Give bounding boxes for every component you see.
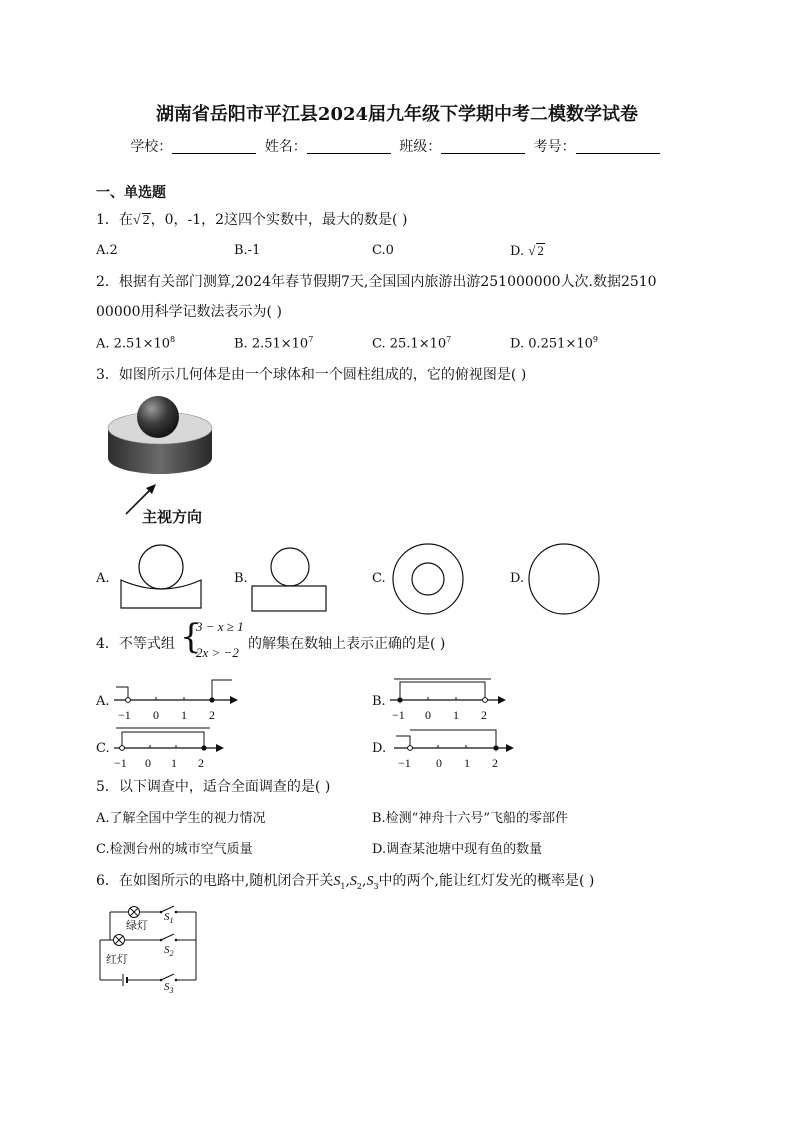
q4-option-c-numberline[interactable] — [112, 726, 232, 752]
q3-option-b-figure[interactable] — [250, 540, 330, 614]
exam-number-label: 考号： — [533, 139, 576, 155]
system-brace: { — [180, 617, 202, 657]
q4-option-a[interactable]: A. — [96, 694, 110, 709]
red-lamp-label: 红灯 — [106, 953, 128, 966]
school-blank[interactable] — [172, 139, 256, 154]
q2-option-b[interactable]: B. $2.51\times 10^7$ — [234, 335, 314, 352]
name-blank[interactable] — [307, 139, 391, 154]
question-4-prefix: 4．不等式组 — [96, 636, 175, 652]
question-5: 5．以下调查中，适合全面调查的是( ) — [96, 779, 331, 795]
q4-option-a-numberline[interactable] — [112, 678, 242, 704]
q2-option-a[interactable]: A. $2.51\times 10^8$ — [96, 335, 176, 352]
q6-circuit-diagram — [96, 900, 206, 996]
section-heading: 一、单选题 — [96, 185, 166, 201]
switch-s3-icon — [161, 974, 174, 980]
green-lamp-label: 绿灯 — [126, 919, 148, 932]
s1-label: $S_1$ — [164, 911, 174, 926]
q1-option-b[interactable]: B.-1 — [234, 243, 261, 258]
sphere — [137, 396, 179, 438]
class-blank[interactable] — [441, 139, 525, 154]
question-2-line1: 2．根据有关部门测算,2024年春节假期7天,全国国内旅游出游251000000人次.数据2510 — [96, 274, 657, 290]
q5-option-c[interactable]: C.检测台州的城市空气质量 — [96, 842, 253, 857]
q2-option-c[interactable]: C. $25.1\times 10^7$ — [372, 335, 452, 352]
s2-label: $S_2$ — [164, 944, 174, 959]
q3-option-d[interactable]: D. — [510, 571, 525, 586]
student-info-line — [0, 136, 794, 156]
switch-s2-icon — [161, 934, 174, 940]
name-label: 姓名： — [264, 139, 307, 155]
class-label: 班级： — [399, 139, 442, 155]
q5-option-a[interactable]: A.了解全国中学生的视力情况 — [96, 811, 266, 826]
school-label: 学校： — [130, 139, 173, 155]
s3-label: $S_3$ — [164, 981, 174, 996]
q1-option-d[interactable]: D. √ 2 — [510, 243, 544, 259]
question-2-line2: 00000用科学记数法表示为( ) — [96, 304, 282, 320]
q3-option-a[interactable]: A. — [96, 571, 110, 586]
q3-option-b[interactable]: B. — [234, 571, 248, 586]
q4-option-c[interactable]: C. — [96, 741, 110, 756]
q1-option-c[interactable]: C.0 — [372, 243, 394, 258]
question-6: 6．在如图所示的电路中,随机闭合开关$S_1,S_2,S_3$中的两个,能让红灯发光的概率是( ) — [96, 873, 595, 891]
q5-option-b[interactable]: B.检测“神舟十六号”飞船的零部件 — [372, 811, 568, 826]
view-direction-label: 主视方向 — [142, 508, 203, 526]
question-3: 3．如图所示几何体是由一个球体和一个圆柱组成的，它的俯视图是( ) — [96, 367, 527, 383]
page-title: 湖南省岳阳市平江县2024届九年级下学期中考二模数学试卷 — [155, 104, 639, 125]
inequality-2: 2x > −2 — [196, 645, 239, 660]
q4-option-b[interactable]: B. — [372, 694, 386, 709]
q4-option-b-numberline[interactable] — [388, 678, 518, 704]
q4-option-d[interactable]: D. — [372, 741, 387, 756]
q3-option-a-figure[interactable] — [118, 540, 208, 612]
question-4-suffix: 的解集在数轴上表示正确的是( ) — [248, 636, 446, 652]
q2-option-d[interactable]: D. $0.251\times 10^9$ — [510, 335, 598, 352]
q3-option-d-figure[interactable] — [528, 542, 604, 618]
inequality-1: 3 − x ≥ 1 — [196, 619, 244, 634]
q4-option-d-numberline[interactable] — [392, 726, 522, 752]
exam-number-blank[interactable] — [576, 139, 660, 154]
q3-option-c-figure[interactable] — [390, 542, 466, 618]
q3-option-c[interactable]: C. — [372, 571, 386, 586]
q1-option-a[interactable]: A.2 — [96, 243, 118, 258]
question-1: 1．在√ 2，0，-1，2这四个实数中，最大的数是( ) — [96, 212, 408, 228]
q5-option-d[interactable]: D.调查某池塘中现有鱼的数量 — [372, 842, 543, 857]
